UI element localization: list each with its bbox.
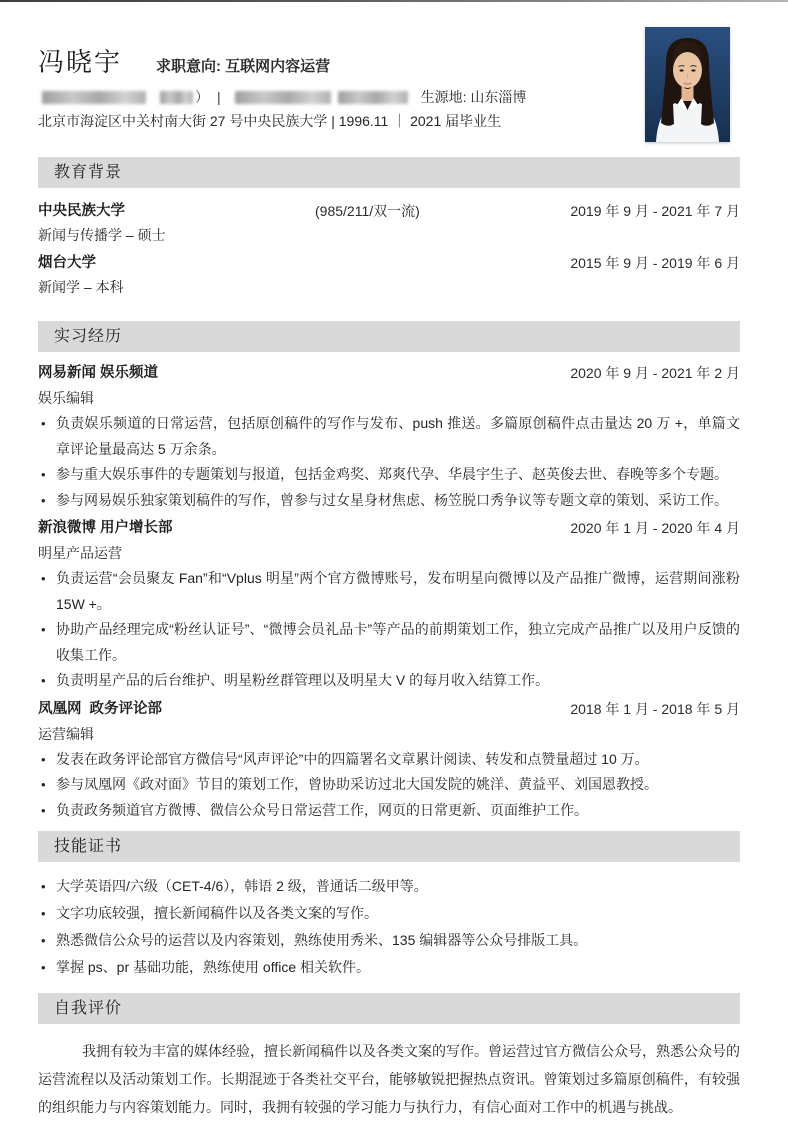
section-education — [38, 157, 740, 306]
education-row — [38, 200, 740, 222]
job-bullet-list — [38, 566, 740, 694]
job-entry — [38, 697, 740, 824]
section-experience — [38, 321, 740, 823]
company-name: 新浪微博 用户增长部 — [38, 520, 173, 536]
id-photo — [645, 27, 730, 142]
id-photo-graphic — [645, 27, 730, 142]
job-date: 2018 年 1 月 - 2018 年 5 月 — [570, 700, 740, 717]
skill-bullet: • 文字功底较强，擅长新闻稿件以及各类文案的写作。 — [38, 900, 740, 927]
job-bullet: • 参与凤凰网《政对面》节目的策划工作，曾协助采访过北大国发院的姚洋、黄益平、刘国恩教授。 — [38, 772, 740, 798]
job-entry — [38, 516, 740, 694]
section-header-self-evaluation — [38, 993, 740, 1024]
phone-note-suffix: ） — [195, 89, 209, 105]
contact-separator: | — [217, 89, 221, 105]
job-bullet: • 发表在政务评论部官方微信号“风声评论”中的四篇署名文章累计阅读、转发和点赞量超过 10 万。 — [38, 747, 740, 773]
job-role: 运营编辑 — [38, 725, 94, 742]
skill-bullet: • 熟悉微信公众号的运营以及内容策划，熟练使用秀米、135 编辑器等公众号排版工具。 — [38, 927, 740, 954]
job-role: 娱乐编辑 — [38, 390, 94, 406]
origin-text: 生源地: 山东淄博 — [420, 89, 527, 105]
candidate-name: 冯晓宇 — [38, 47, 123, 77]
school-tag: (985/211/双一流) — [315, 203, 420, 219]
education-body — [38, 200, 740, 306]
company-name: 网易新闻 娱乐频道 — [38, 365, 159, 381]
experience-body — [38, 361, 740, 823]
job-date: 2020 年 1 月 - 2020 年 4 月 — [570, 520, 740, 536]
job-bullet-list — [38, 411, 740, 513]
job-entry — [38, 361, 740, 513]
education-date: 2019 年 9 月 - 2021 年 7 月 — [570, 203, 740, 219]
section-skills — [38, 831, 740, 981]
job-bullet: • 负责明星产品的后台维护、明星粉丝群管理以及明星大 V 的每月收入结算工作。 — [38, 668, 740, 694]
section-title: 自我评价 — [54, 1000, 123, 1017]
contact-line-2 — [38, 109, 740, 133]
school-name: 中央民族大学 — [38, 203, 125, 219]
job-bullet: • 负责运营“会员聚友 Fan”和“Vplus 明星”两个官方微博账号，发布明星向微博以及产品推广微博，运营期间涨粉 15W +。 — [38, 566, 740, 617]
job-date: 2020 年 9 月 - 2021 年 2 月 — [570, 365, 740, 381]
education-entry — [38, 200, 740, 246]
resume-header — [38, 42, 740, 133]
section-title: 技能证书 — [54, 838, 123, 855]
redacted-phone-note — [160, 91, 193, 104]
major-degree: 新闻与传播学 – 硕士 — [38, 227, 166, 243]
school-name: 烟台大学 — [38, 255, 96, 271]
redacted-email-part-2 — [338, 91, 408, 104]
job-bullet: • 协助产品经理完成“粉丝认证号”、“微博会员礼品卡”等产品的前期策划工作，独立完成产品推广以及用户反馈的收集工作。 — [38, 617, 740, 668]
job-header-row — [38, 516, 740, 541]
job-objective: 求职意向: 互联网内容运营 — [156, 58, 331, 75]
skill-bullet: • 大学英语四/六级（CET-4/6），韩语 2 级，普通话二级甲等。 — [38, 873, 740, 900]
education-entry — [38, 252, 740, 298]
name-row — [38, 42, 740, 76]
education-date: 2015 年 9 月 - 2019 年 6 月 — [570, 255, 740, 271]
section-title: 教育背景 — [54, 164, 123, 181]
redacted-phone — [42, 91, 146, 104]
redacted-email-part-1 — [235, 91, 331, 104]
self-evaluation-body — [38, 1037, 740, 1121]
job-bullet-list — [38, 747, 740, 824]
job-role: 明星产品运营 — [38, 545, 122, 561]
job-bullet: • 负责政务频道官方微博、微信公众号日常运营工作，网页的日常更新、页面维护工作。 — [38, 798, 740, 824]
education-row — [38, 252, 740, 274]
section-header-experience — [38, 321, 740, 352]
section-self-evaluation — [38, 993, 740, 1121]
contact-line-1 — [38, 85, 740, 109]
skills-body — [38, 873, 740, 981]
job-bullet: • 参与网易娱乐独家策划稿件的写作，曾参与过女星身材焦虑、杨笠脱口秀争议等专题文章的策划、采访工作。 — [38, 488, 740, 514]
skills-bullet-list — [38, 873, 740, 981]
company-name: 凤凰网 政务评论部 — [38, 700, 163, 717]
job-bullet: • 负责娱乐频道的日常运营，包括原创稿件的写作与发布、push 推送。多篇原创稿件点击量达 20 万 +，单篇文章评论量最高达 5 万余条。 — [38, 411, 740, 462]
major-degree: 新闻学 – 本科 — [38, 279, 124, 295]
job-header-row — [38, 361, 740, 386]
section-header-skills — [38, 831, 740, 862]
section-title: 实习经历 — [54, 328, 123, 345]
self-evaluation-paragraph: 我拥有较为丰富的媒体经验，擅长新闻稿件以及各类文案的写作。曾运营过官方微信公众号，熟悉公众号的运营流程以及活动策划工作。长期混迹于各类社交平台，能够敏锐把握热点资讯。曾策划过多篇原创稿件，有较强的组织能力与内容策划能力。同时，我拥有较强的学习能力与执行力，有信心面对工作中的机遇与挑战。 — [38, 1043, 740, 1115]
job-bullet: • 参与重大娱乐事件的专题策划与报道，包括金鸡奖、郑爽代孕、华晨宇生子、赵英俊去世、春晚等多个专题。 — [38, 462, 740, 488]
job-header-row — [38, 697, 740, 722]
skill-bullet: • 掌握 ps、pr 基础功能，熟练使用 office 相关软件。 — [38, 954, 740, 981]
address-line: 北京市海淀区中关村南大街 27 号中央民族大学 | 1996.11 ｜ 2021 届毕业生 — [38, 113, 502, 129]
section-header-education — [38, 157, 740, 188]
